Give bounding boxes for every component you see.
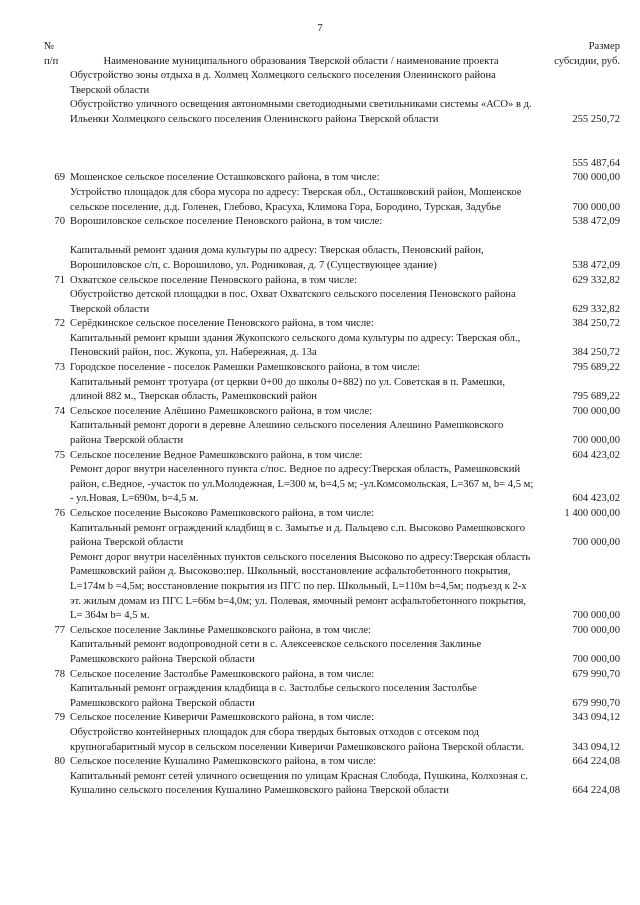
row-name: Ремонт дорог внутри населённых пунктов сельского поселения Высоково по адресу:Тверская область Рамешковский район д. Высоково:пер. Школьный, восстановление асфальтобетонного покрытия, L=174м b =4,5м; восстановление покрытия из ПГС по пер. Школьный, L=110м b=4,5м; подъезд к 2-х эт. жилым домам из ПГС L=66м b=4,0м; ул. Полевая, ямочный ремонт асфальтобетонного покрытия, L= 364м b= 4,5 м.: [70, 551, 531, 622]
row-number: 79: [54, 712, 65, 724]
table-row: [44, 361, 620, 376]
row-name: Капитальный ремонт тротуара (от церкви 0+00 до школы 0+882) по ул. Советская в п. Рамешки, длиной 882 м., Тверская область, Рамешковский район: [70, 376, 505, 403]
row-name: Обустройство зоны отдыха в д. Холмец Холмецкого сельского поселения Оленинского района Тверской области: [70, 70, 496, 96]
row-amount: 664 224,08: [572, 756, 620, 768]
row-number: 77: [54, 624, 65, 636]
table-row: [44, 711, 620, 726]
header-amount: [534, 40, 620, 69]
row-number: 80: [54, 756, 65, 768]
row-number: [44, 463, 68, 507]
row-number: 74: [54, 405, 65, 417]
row-name: Капитальный ремонт дороги в деревне Алешино сельского поселения Алешино Рамешковского района Тверской области: [70, 420, 504, 447]
table-row: [44, 624, 620, 639]
row-number: [44, 638, 68, 667]
row-name: Сельское поселение Заклинье Рамешковского района, в том числе:: [70, 624, 371, 636]
table-row: [44, 638, 620, 667]
row-name: Сельское поселение Киверичи Рамешковского района, в том числе:: [70, 712, 375, 724]
row-name: Капитальный ремонт крыши здания Жукопского сельского дома культуры по адресу: Тверская обл., Пеновский район, пос. Жукопа, ул. Набережная, д. 13а: [70, 332, 521, 359]
row-amount: [534, 98, 620, 171]
table-row: [44, 755, 620, 770]
row-amount: 1 400 000,00: [564, 508, 620, 519]
row-name: [68, 230, 534, 245]
header-amount-label: Размер субсидии, руб.: [554, 41, 620, 67]
row-amount: 343 094,12: [572, 712, 620, 724]
table-row: [44, 770, 620, 799]
row-amount: 700 000,00: [572, 172, 620, 184]
row-amount: 384 250,72: [572, 318, 620, 330]
table-row: [44, 682, 620, 711]
row-number: [44, 419, 68, 448]
row-name: Городское поселение - поселок Рамешки Рамешковского района, в том числе:: [70, 362, 421, 374]
row-amount-value: 255 250,72: [572, 113, 620, 125]
row-amount: 343 094,12: [572, 741, 620, 753]
row-name: Охватское сельское поселение Пеновского района, в том числе:: [70, 274, 358, 286]
row-amount: 679 990,70: [572, 697, 620, 709]
table-row: [44, 668, 620, 683]
table-body: [44, 69, 620, 799]
row-number: [44, 376, 68, 405]
row-number: 73: [54, 362, 65, 374]
table-row: [44, 551, 620, 624]
row-name: Сельское поселение Кушалино Рамешковского района, в том числе:: [70, 756, 377, 768]
header-num-label: № п/п: [44, 41, 59, 67]
table-row: [44, 726, 620, 755]
row-amount: 629 332,82: [572, 303, 620, 315]
row-number: 71: [54, 274, 65, 286]
row-number: [44, 230, 68, 245]
table-row: [44, 230, 620, 245]
row-number: 72: [54, 318, 65, 330]
row-amount: 700 000,00: [572, 405, 620, 417]
row-amount: [534, 230, 620, 245]
row-amount: 538 472,09: [572, 216, 620, 228]
row-amount: 700 000,00: [572, 624, 620, 636]
row-name: Сельское поселение Ведное Рамешковского района, в том числе:: [70, 449, 363, 461]
row-name: Капитальный ремонт ограждения кладбища в с. Застолбье сельского поселения Застолбье Рамешковского района Тверской области: [70, 683, 477, 709]
table-row: [44, 332, 620, 361]
row-amount: [534, 69, 620, 98]
row-number: [44, 69, 68, 98]
subsidy-table: [44, 40, 620, 799]
row-name: Капитальный ремонт ограждений кладбищ в с. Замытье и д. Пальцево с.п. Высоково Рамешковского района Тверской области: [70, 522, 526, 549]
row-amount: 384 250,72: [572, 347, 620, 359]
row-name: Мошенское сельское поселение Осташковского района, в том числе:: [70, 172, 380, 184]
row-number: [44, 682, 68, 711]
row-number: [44, 726, 68, 755]
table-row: [44, 288, 620, 317]
row-amount: 604 423,02: [572, 449, 620, 461]
row-number: 69: [54, 172, 65, 184]
row-name: Серёдкинское сельское поселение Пеновского района, в том числе:: [70, 318, 374, 330]
row-number: [44, 186, 68, 215]
row-amount: 700 000,00: [572, 653, 620, 665]
table-row: [44, 69, 620, 98]
row-name: Обустройство контейнерных площадок для сбора твердых бытовых отходов с отсеком под крупногабаритный мусор в сельском поселении Киверичи Рамешковского района Тверской области.: [70, 726, 524, 753]
row-number: 75: [54, 449, 65, 461]
table-row: [44, 405, 620, 420]
row-name: Ремонт дорог внутри населенного пункта с/пос. Ведное по адресу:Тверская область, Рамешковский район, с.Ведное, -участок по ул.Молодежная, L=300 м, b=4,5 м; -ул.Комсомольская, L=367 м, b= 4,5 м; - ул.Новая, L=690м, b=4,5 м.: [70, 464, 534, 505]
row-name: Сельское поселение Застолбье Рамешковского района, в том числе:: [70, 668, 375, 680]
row-number: [44, 244, 68, 273]
table-row: [44, 507, 620, 522]
table-row: [44, 171, 620, 186]
header-num: [44, 40, 68, 69]
row-amount: 795 689,22: [572, 362, 620, 374]
table-row: [44, 186, 620, 215]
row-amount: 700 000,00: [572, 435, 620, 447]
row-name: Обустройство уличного освещения автономными светодиодными светильниками системы «АСО» в д. Ильенки Холмецкого сельского поселения Оленинского района Тверской области: [70, 99, 532, 125]
table-row: [44, 215, 620, 230]
row-name: Капитальный ремонт здания дома культуры по адресу: Тверская область, Пеновский район, Ворошиловское с/п, с. Ворошилово, ул. Родниковая, д. 7 (Существующее здание): [70, 245, 484, 271]
row-amount: 700 000,00: [572, 201, 620, 213]
row-name: Устройство площадок для сбора мусора по адресу: Тверская обл., Осташковский район, Мошенское сельское поселение, д.д. Голенек, Глебово, Красуха, Климова Гора, Бородино, Турская, Задубье: [70, 186, 522, 213]
row-amount: 700 000,00: [572, 610, 620, 622]
table-row: [44, 419, 620, 448]
row-amount: 679 990,70: [572, 668, 620, 680]
row-number: 70: [54, 216, 65, 228]
row-number: 76: [54, 508, 65, 519]
row-number: [44, 522, 68, 551]
row-number: [44, 98, 68, 171]
row-name: Капитальный ремонт сетей уличного освещения по улицам Красная Слобода, Пушкина, Колхозная с. Кушалино сельского поселения Кушалино Рамешковского района Тверской области: [70, 770, 528, 797]
row-number: 78: [54, 668, 65, 680]
table-row: [44, 317, 620, 332]
row-amount: 629 332,82: [572, 274, 620, 286]
row-amount: 664 224,08: [572, 785, 620, 797]
table-row: [44, 376, 620, 405]
row-number: [44, 288, 68, 317]
row-name: Сельское поселение Высоково Рамешковского района, в том числе:: [70, 508, 374, 519]
row-name: Ворошиловское сельское поселение Пеновского района, в том числе:: [70, 216, 383, 228]
header-name: Наименование муниципального образования Тверской области / наименование проекта: [103, 55, 499, 67]
page-number: 7: [317, 22, 323, 34]
table-row: [44, 522, 620, 551]
row-amount: 604 423,02: [572, 493, 620, 505]
table-header: [44, 40, 620, 69]
table-row: [44, 449, 620, 464]
table-row: [44, 244, 620, 273]
row-amount: 700 000,00: [572, 537, 620, 549]
table-row: [44, 463, 620, 507]
table-row: [44, 274, 620, 289]
row-amount: 795 689,22: [572, 391, 620, 403]
row-name: Обустройство детской площадки в пос. Охват Охватского сельского поселения Пеновского района Тверской области: [70, 289, 516, 315]
row-number: [44, 332, 68, 361]
row-amount: 538 472,09: [572, 259, 620, 271]
row-amount-value: 555 487,64: [572, 157, 620, 169]
row-name: Капитальный ремонт водопроводной сети в с. Алексеевское сельского поселения Заклинье Рамешковского района Тверской области: [70, 639, 482, 665]
table-row: [44, 98, 620, 171]
row-number: [44, 551, 68, 624]
row-number: [44, 770, 68, 799]
row-name: Сельское поселение Алёшино Рамешковского района, в том числе:: [70, 405, 373, 417]
